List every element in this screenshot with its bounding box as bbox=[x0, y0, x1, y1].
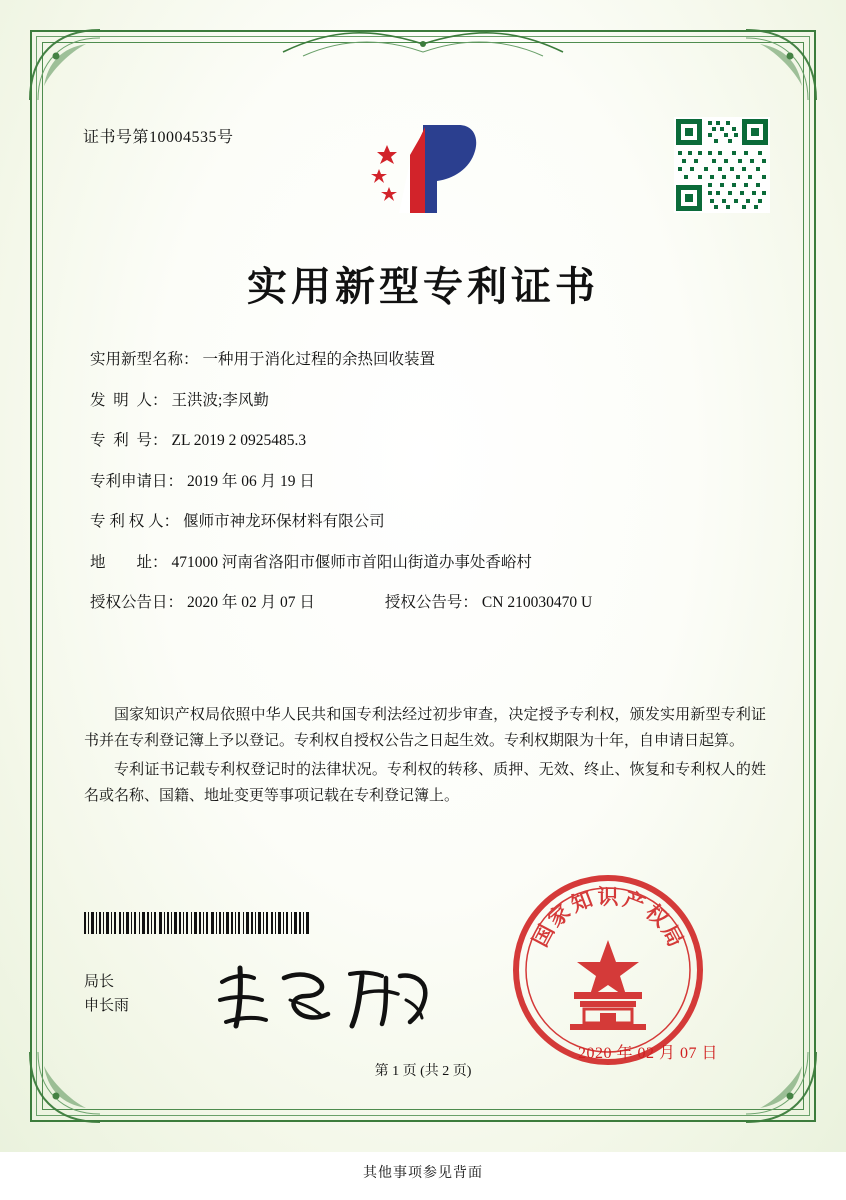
seal-date: 2020 年 02 月 07 日 bbox=[577, 1045, 718, 1062]
grant-number-value: CN 210030470 U bbox=[481, 594, 593, 611]
field-row-name bbox=[90, 352, 766, 368]
qr-code bbox=[674, 117, 770, 213]
page-indicator: 第 1 页 (共 2 页) bbox=[374, 1064, 472, 1079]
top-edge-ornament-icon bbox=[273, 22, 573, 62]
grant-number-label: 授权公告号： bbox=[384, 594, 478, 611]
field-row-address bbox=[90, 555, 766, 571]
field-row-grant bbox=[90, 595, 766, 611]
field-label: 地 址： bbox=[90, 553, 168, 571]
svg-text:权: 权 bbox=[641, 899, 673, 932]
footer-note: 其他事项参见背面 bbox=[363, 1166, 483, 1181]
field-value: 王洪波;李风勤 bbox=[171, 391, 269, 409]
field-value: 一种用于消化过程的余热回收装置 bbox=[202, 351, 436, 368]
cnipa-emblem-icon bbox=[363, 117, 483, 222]
svg-text:识: 识 bbox=[597, 885, 619, 909]
grant-date-label: 授权公告日： bbox=[90, 594, 184, 611]
barcode bbox=[84, 912, 309, 934]
field-label: 专利申请日： bbox=[90, 472, 184, 490]
svg-text:局: 局 bbox=[656, 920, 688, 951]
field-value: ZL 2019 2 0925485.3 bbox=[171, 432, 307, 449]
field-row-patentee bbox=[90, 514, 766, 530]
legal-paragraph-2: 专利证书记载专利权登记时的法律状况。专利权的转移、质押、无效、终止、恢复和专利权人的姓名或名称、国籍、地址变更等事项记载在专利登记簿上。 bbox=[84, 761, 766, 804]
field-label: 专 利 号： bbox=[90, 432, 168, 449]
svg-text:家: 家 bbox=[543, 899, 575, 932]
field-value: 偃师市神龙环保材料有限公司 bbox=[183, 513, 385, 530]
field-label: 发 明 人： bbox=[90, 391, 168, 409]
certificate-content bbox=[60, 60, 786, 1092]
field-value: 471000 河南省洛阳市偃师市首阳山街道办事处香峪村 bbox=[171, 553, 532, 571]
handwritten-signature bbox=[210, 960, 440, 1035]
field-row-inventor bbox=[90, 393, 766, 409]
certificate-number: 证书号第10004535号 bbox=[83, 129, 234, 146]
svg-text:国: 国 bbox=[528, 920, 560, 951]
director-block bbox=[84, 970, 129, 1018]
svg-text:知: 知 bbox=[567, 886, 596, 917]
field-row-patent-number bbox=[90, 433, 766, 449]
director-name: 申长雨 bbox=[84, 998, 130, 1014]
legal-text bbox=[84, 702, 766, 811]
field-list bbox=[90, 352, 766, 636]
field-row-application-date bbox=[90, 474, 766, 490]
svg-text:产: 产 bbox=[620, 886, 649, 917]
director-title: 局长 bbox=[84, 974, 115, 990]
field-value: 2019 年 06 月 19 日 bbox=[187, 472, 315, 490]
grant-date-value: 2020 年 02 月 07 日 bbox=[187, 594, 315, 611]
field-label: 实用新型名称： bbox=[90, 351, 199, 368]
page-title: 实用新型专利证书 bbox=[247, 264, 599, 309]
legal-paragraph-1: 国家知识产权局依照中华人民共和国专利法经过初步审查，决定授予专利权，颁发实用新型专利证书并在专利登记簿上予以登记。专利权自授权公告之日起生效。专利权期限为十年，自申请日起算。 bbox=[84, 707, 766, 750]
grant-number-group bbox=[385, 595, 592, 611]
field-label: 专 利 权 人： bbox=[90, 513, 180, 530]
